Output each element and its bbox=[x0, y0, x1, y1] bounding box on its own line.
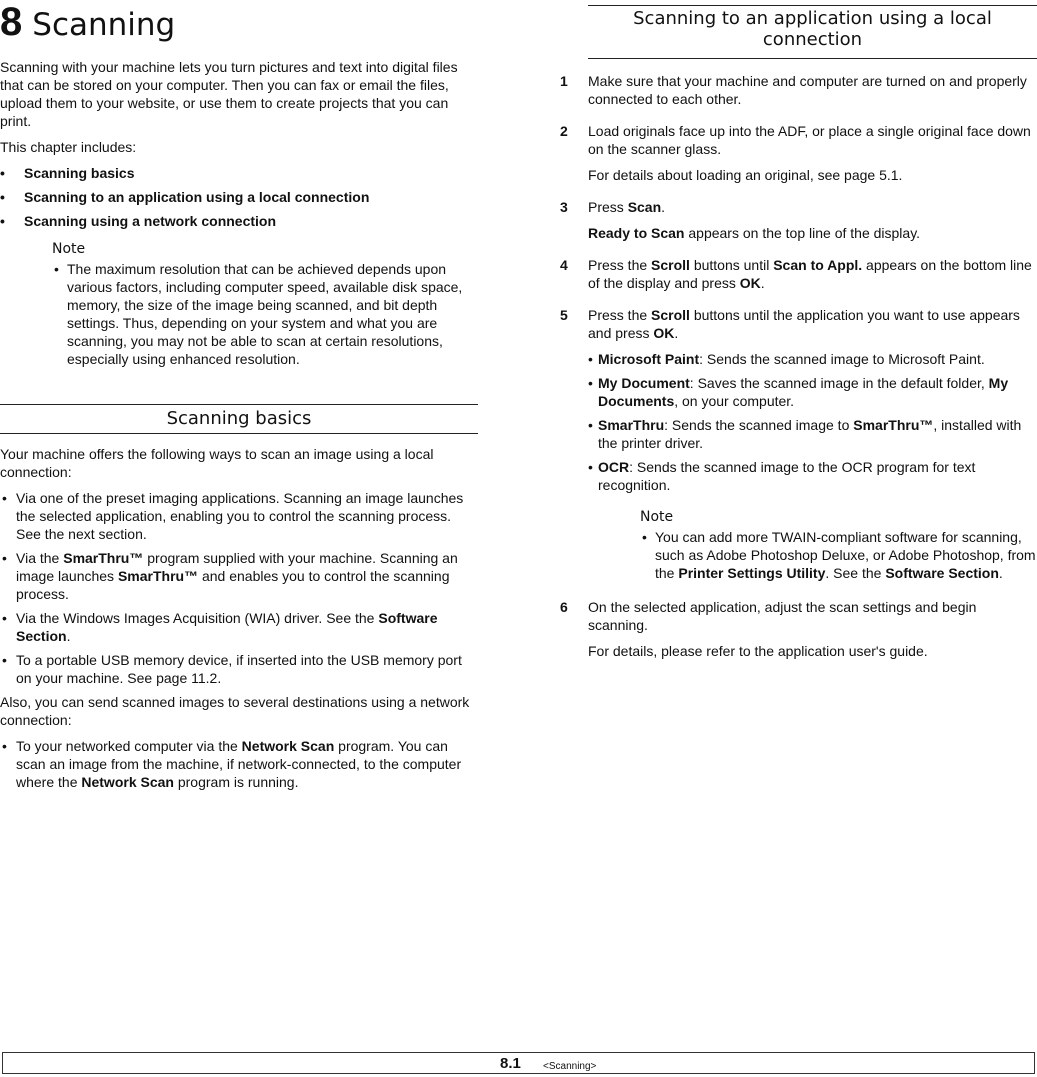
bold-text: My Document bbox=[598, 375, 690, 391]
step-text bbox=[588, 598, 1037, 634]
note-box bbox=[640, 508, 1037, 582]
text-run: Press bbox=[588, 199, 628, 215]
list-item bbox=[0, 549, 478, 603]
bold-text: OK bbox=[739, 275, 761, 291]
bullet-icon: • bbox=[2, 738, 7, 754]
heading-line: Scanning to an application using a local bbox=[633, 8, 992, 29]
text-run: . bbox=[998, 565, 1003, 581]
bullet-icon: • bbox=[2, 610, 7, 626]
step-text bbox=[588, 122, 1037, 158]
section-heading-local bbox=[588, 5, 1037, 59]
list-item bbox=[0, 609, 478, 645]
heading-line: connection bbox=[762, 29, 863, 50]
note-box: Note • The maximum resolution that can be achieved depends upon various factors, including computer speed, available disk space, memory, the size of the image being scanned, and bit depth settings. Thus, depending on your system and what you are scanning, you may not be able to scan at certain resolutions, especially using enhanced resolution. bbox=[52, 240, 478, 368]
text-run: Load originals face up into the ADF, or place a single original face down on the scanner glass. bbox=[588, 123, 1031, 157]
chapter-number: 8 bbox=[0, 0, 23, 44]
option-item bbox=[588, 350, 1037, 368]
bold-text: SmarThru bbox=[598, 417, 665, 433]
bullet-icon: • bbox=[588, 351, 593, 367]
text-run: : Sends the scanned image to the OCR program for text recognition. bbox=[598, 459, 976, 493]
text-run: : Sends the scanned image to Microsoft Paint. bbox=[699, 351, 985, 367]
step-number: 4 bbox=[560, 257, 568, 273]
step-text bbox=[588, 72, 1037, 108]
basics-intro: Your machine offers the following ways to scan an image using a local connection: bbox=[0, 446, 434, 480]
text-run: appears on the top line of the display. bbox=[684, 225, 921, 241]
includes-text: Scanning using a network connection bbox=[24, 213, 277, 229]
step-number: 3 bbox=[560, 199, 568, 215]
option-item bbox=[588, 374, 1037, 410]
list-item bbox=[0, 651, 478, 687]
text-run: program is running. bbox=[173, 774, 299, 790]
chapter-title bbox=[0, 0, 175, 47]
bold-text: Microsoft Paint bbox=[598, 351, 700, 367]
text-run: appears on the bottom line of the display and press bbox=[588, 257, 1032, 291]
text-run: . bbox=[66, 628, 71, 644]
option-item bbox=[588, 458, 1037, 494]
step-text bbox=[588, 642, 1037, 660]
text-run: buttons until bbox=[689, 257, 774, 273]
step-item bbox=[560, 598, 1037, 668]
text-run: Via the Windows Images Acquisition (WIA) driver. See the bbox=[16, 610, 379, 626]
text-run: : Sends the scanned image to bbox=[664, 417, 854, 433]
left-column bbox=[0, 58, 478, 368]
bold-text: Ready to Scan bbox=[588, 225, 685, 241]
bold-text: Scan bbox=[627, 199, 662, 215]
includes-text: Scanning to an application using a local connection bbox=[24, 189, 370, 205]
bold-text: Network Scan bbox=[241, 738, 335, 754]
includes-item: • Scanning using a network connection bbox=[0, 213, 277, 229]
bullet-icon: • bbox=[642, 529, 647, 545]
bullet-icon: • bbox=[2, 550, 7, 566]
note-heading: Note bbox=[640, 509, 674, 525]
includes-item: • Scanning basics bbox=[0, 165, 135, 181]
step-item bbox=[560, 256, 1037, 300]
bold-text: Software Section bbox=[885, 565, 999, 581]
bullet-icon: • bbox=[588, 459, 593, 475]
step-number: 2 bbox=[560, 123, 568, 139]
includes-text: Scanning basics bbox=[24, 165, 135, 181]
text-run: To a portable USB memory device, if inserted into the USB memory port on your machine. See page 11.2. bbox=[16, 652, 462, 686]
text-run: , on your computer. bbox=[674, 393, 795, 409]
step-text bbox=[588, 224, 1037, 242]
text-run: Make sure that your machine and computer are turned on and properly connected to each other. bbox=[588, 73, 1027, 107]
bold-text: Scan to Appl. bbox=[773, 257, 863, 273]
text-run: You can add more TWAIN-compliant software for scanning, such as Adobe Photoshop Deluxe, or Adobe Photoshop, from the bbox=[655, 529, 1036, 581]
bold-text: Scroll bbox=[651, 257, 690, 273]
step-item bbox=[560, 198, 1037, 250]
option-item bbox=[588, 416, 1037, 452]
basics-section bbox=[0, 445, 478, 797]
step-number: 1 bbox=[560, 73, 568, 89]
text-run: Via the bbox=[16, 550, 64, 566]
text-run: and enables you to control the scanning process. bbox=[16, 568, 450, 602]
bold-text: SmarThru™ bbox=[63, 550, 144, 566]
step-item bbox=[560, 122, 1037, 192]
intro-paragraph: Scanning with your machine lets you turn pictures and text into digital files that can be stored on your computer. Then you can fax or email the files, upload them to your website, or use them to create projects that you can print. bbox=[0, 59, 458, 129]
steps-list bbox=[560, 72, 1037, 674]
bold-text: Scroll bbox=[651, 307, 690, 323]
page-number: 8.1 bbox=[500, 1055, 521, 1072]
footer-label: <Scanning> bbox=[543, 1061, 597, 1072]
text-run: To your networked computer via the bbox=[16, 738, 242, 754]
text-run: . See the bbox=[825, 565, 886, 581]
bullet-icon: • bbox=[588, 417, 593, 433]
bold-text: OCR bbox=[598, 459, 630, 475]
step-text bbox=[588, 256, 1037, 292]
bullet-icon: • bbox=[588, 375, 593, 391]
bold-text: SmarThru™ bbox=[853, 417, 934, 433]
bold-text: Network Scan bbox=[81, 774, 174, 790]
step-item bbox=[560, 72, 1037, 116]
text-run: program supplied with your machine. Scanning an image launches bbox=[16, 550, 458, 584]
includes-item: • Scanning to an application using a local connection bbox=[0, 189, 370, 205]
bold-text: Printer Settings Utility bbox=[678, 565, 826, 581]
step-number: 5 bbox=[560, 307, 568, 323]
text-run: . bbox=[760, 275, 765, 291]
section-heading-basics: Scanning basics bbox=[0, 404, 478, 434]
step-text bbox=[588, 306, 1037, 342]
step-text bbox=[588, 198, 1037, 216]
includes-label: This chapter includes: bbox=[0, 139, 137, 155]
text-run: Via one of the preset imaging applications. Scanning an image launches the selected application, enabling you to control the scanning process. See the next section. bbox=[16, 490, 464, 542]
text-run: For details about loading an original, see page 5.1. bbox=[588, 167, 903, 183]
bold-text: SmarThru™ bbox=[117, 568, 199, 584]
step-text bbox=[588, 166, 1037, 184]
text-run: . bbox=[674, 325, 679, 341]
step-item bbox=[560, 306, 1037, 592]
text-run: For details, please refer to the application user's guide. bbox=[588, 643, 928, 659]
list-item bbox=[0, 737, 478, 791]
text-run: Press the bbox=[588, 307, 652, 323]
basics-also: Also, you can send scanned images to several destinations using a network connection: bbox=[0, 694, 470, 728]
bullet-icon: • bbox=[2, 652, 7, 668]
note-heading: Note bbox=[52, 241, 86, 257]
bullet-icon: • bbox=[2, 490, 7, 506]
text-run: , installed with the printer driver. bbox=[598, 417, 1022, 451]
text-run: program. You can scan an image from the machine, if network-connected, to the computer where the bbox=[16, 738, 462, 790]
text-run: Press the bbox=[588, 257, 652, 273]
text-run: . bbox=[661, 199, 666, 215]
note-text: The maximum resolution that can be achieved depends upon various factors, including computer speed, available disk space, memory, the size of the image being scanned, and bit depth settings. Thus, depending on your system and what you are scanning, you may not be able to scan at certain resolutions, especially using enhanced resolution. bbox=[67, 261, 463, 367]
bold-text: Software Section bbox=[16, 610, 438, 644]
text-run: On the selected application, adjust the scan settings and begin scanning. bbox=[588, 599, 977, 633]
bold-text: My Documents bbox=[598, 375, 1009, 409]
text-run: buttons until the application you want to use appears and press bbox=[588, 307, 1020, 341]
bold-text: OK bbox=[653, 325, 675, 341]
step-number: 6 bbox=[560, 599, 568, 615]
text-run: : Saves the scanned image in the default folder, bbox=[689, 375, 989, 391]
chapter-name: Scanning bbox=[32, 7, 176, 43]
list-item bbox=[0, 489, 478, 543]
